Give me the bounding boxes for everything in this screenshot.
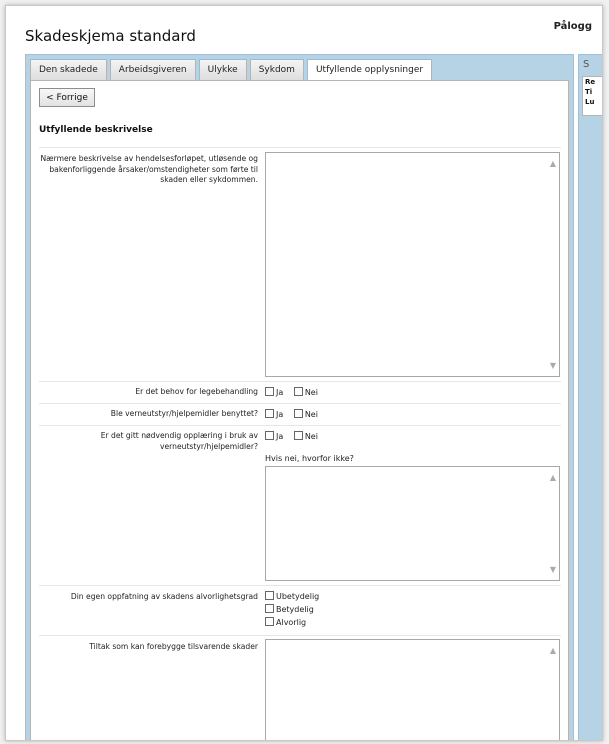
severity-alvorlig-option[interactable] [265, 616, 319, 629]
description-label: Nærmere beskrivelse av hendelsesforløpet, utløsende og bakenforliggende årsaker/omstendigheter som førte til skaden eller sykdommen. [40, 154, 258, 184]
side-panel-line: Ti [585, 88, 593, 96]
scroll-up-icon: ▲ [549, 159, 556, 168]
protective-no-option[interactable] [294, 409, 318, 419]
severity-row [39, 585, 561, 635]
login-link[interactable]: Pålogg [553, 21, 592, 32]
tab-list [30, 59, 432, 80]
tabstrip [25, 54, 574, 741]
severity-label: Din egen oppfatning av skadens alvorlighetsgrad [70, 592, 258, 601]
training-row [39, 425, 561, 585]
medical-treatment-row [39, 381, 561, 403]
if-no-label: Hvis nei, hvorfor ikke? [265, 454, 354, 463]
checkbox[interactable] [265, 591, 274, 600]
checkbox[interactable] [294, 431, 303, 440]
app-window [5, 5, 603, 741]
side-panel-content [582, 76, 603, 116]
protective-equipment-options [265, 409, 326, 419]
yes-label: Ja [276, 432, 284, 441]
previous-button[interactable]: < Forrige [39, 88, 95, 107]
side-panel [578, 54, 603, 741]
tab-arbeidsgiveren[interactable]: Arbeidsgiveren [110, 59, 196, 80]
scroll-up-icon: ▲ [549, 646, 556, 655]
description-row [39, 147, 561, 381]
training-label: Er det gitt nødvendig opplæring i bruk av verneutstyr/hjelpemidler? [100, 431, 258, 451]
tab-panel [30, 80, 569, 741]
protective-yes-option[interactable] [265, 409, 283, 419]
protective-equipment-row [39, 403, 561, 425]
severity-options [265, 590, 319, 629]
training-no-option[interactable] [294, 431, 318, 441]
severity-option-label: Ubetydelig [276, 592, 320, 601]
severity-betydelig-option[interactable] [265, 603, 319, 616]
yes-label: Ja [276, 388, 284, 397]
tab-den-skadede[interactable]: Den skadede [30, 59, 107, 80]
description-textarea[interactable] [265, 152, 560, 377]
side-panel-line: Lu [585, 98, 595, 106]
section-title: Utfyllende beskrivelse [39, 125, 153, 135]
tab-utfyllende-opplysninger[interactable]: Utfyllende opplysninger [307, 59, 432, 81]
tab-ulykke[interactable]: Ulykke [199, 59, 247, 80]
medical-treatment-options [265, 387, 326, 397]
preventive-measures-textarea[interactable] [265, 639, 560, 741]
no-label: Nei [304, 432, 318, 441]
no-label: Nei [304, 410, 318, 419]
medical-yes-option[interactable] [265, 387, 283, 397]
medical-treatment-label: Er det behov for legebehandling [135, 387, 258, 396]
checkbox[interactable] [265, 431, 274, 440]
if-no-textarea[interactable] [265, 466, 560, 581]
checkbox[interactable] [265, 387, 274, 396]
tab-sykdom[interactable]: Sykdom [250, 59, 304, 80]
severity-option-label: Alvorlig [276, 618, 307, 627]
severity-ubetydelig-option[interactable] [265, 590, 319, 603]
scroll-down-icon: ▼ [549, 565, 556, 574]
side-panel-header: S [583, 59, 590, 70]
medical-no-option[interactable] [294, 387, 318, 397]
checkbox[interactable] [265, 604, 274, 613]
side-panel-line: Re [585, 78, 596, 86]
scroll-down-icon: ▼ [549, 361, 556, 370]
training-options [265, 431, 326, 441]
no-label: Nei [304, 388, 318, 397]
yes-label: Ja [276, 410, 284, 419]
severity-option-label: Betydelig [276, 605, 314, 614]
preventive-measures-row [39, 635, 561, 741]
protective-equipment-label: Ble verneutstyr/hjelpemidler benyttet? [110, 409, 258, 418]
checkbox[interactable] [294, 409, 303, 418]
checkbox[interactable] [265, 409, 274, 418]
checkbox[interactable] [294, 387, 303, 396]
scroll-up-icon: ▲ [549, 473, 556, 482]
page-title: Skadeskjema standard [25, 27, 196, 45]
training-yes-option[interactable] [265, 431, 283, 441]
checkbox[interactable] [265, 617, 274, 626]
preventive-measures-label: Tiltak som kan forebygge tilsvarende skader [89, 642, 258, 651]
